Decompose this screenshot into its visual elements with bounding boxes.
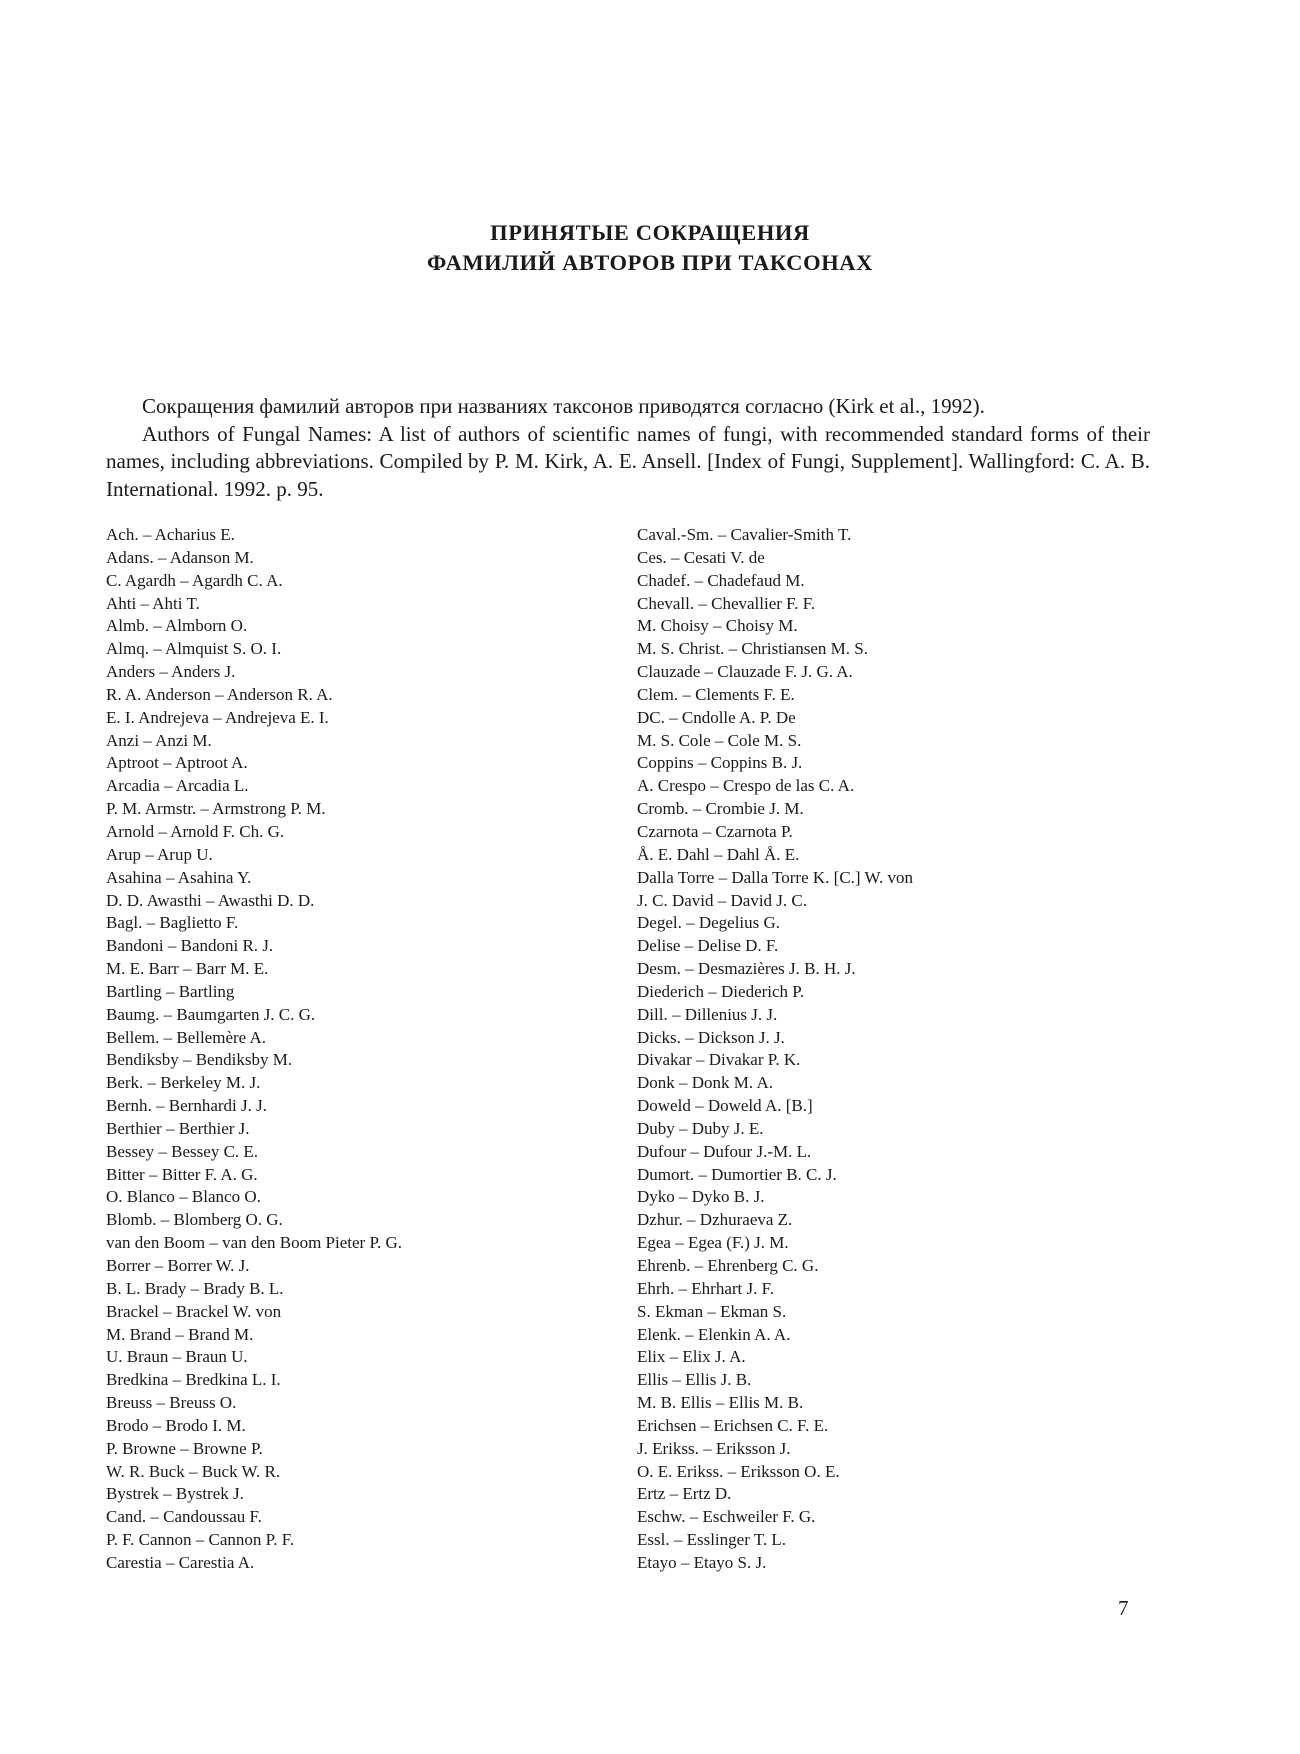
abbreviation-entry: Doweld – Doweld A. [B.] [637, 1096, 813, 1116]
abbreviation-entry: Å. E. Dahl – Dahl Å. E. [637, 844, 800, 864]
abbreviation-entry: Dufour – Dufour J.-M. L. [637, 1141, 812, 1161]
abbreviation-entry: Bellem. – Bellemère A. [106, 1027, 267, 1047]
abbreviation-entry: Donk – Donk M. A. [637, 1073, 774, 1093]
intro-text [106, 393, 1150, 503]
abbreviation-entry: Ehrh. – Ehrhart J. F. [637, 1278, 774, 1298]
abbreviation-entry: Diederich – Diederich P. [637, 981, 805, 1001]
abbreviation-entry: Dalla Torre – Dalla Torre K. [C.] W. von [637, 867, 914, 887]
abbreviation-entry: Arcadia – Arcadia L. [106, 776, 249, 796]
abbreviation-entry: J. C. David – David J. C. [637, 890, 807, 910]
abbreviation-entry: B. L. Brady – Brady B. L. [106, 1278, 284, 1298]
abbreviation-entry: R. A. Anderson – Anderson R. A. [106, 684, 333, 704]
abbreviation-entry: van den Boom – van den Boom Pieter P. G. [106, 1233, 403, 1253]
abbreviation-entry: Cand. – Candoussau F. [106, 1507, 262, 1527]
abbreviation-entry: Ellis – Ellis J. B. [637, 1370, 752, 1390]
abbreviation-entry: Blomb. – Blomberg O. G. [106, 1210, 283, 1230]
abbreviation-entry: Cromb. – Crombie J. M. [637, 799, 804, 819]
abbreviation-entry: Coppins – Coppins B. J. [637, 753, 803, 773]
abbreviation-entry: Borrer – Borrer W. J. [106, 1256, 250, 1275]
abbreviation-entry: Caval.-Sm. – Cavalier-Smith T. [637, 525, 852, 544]
page-number: 7 [1118, 1596, 1129, 1620]
abbreviation-entry: Asahina – Asahina Y. [106, 867, 252, 887]
abbreviation-entry: Czarnota – Czarnota P. [637, 821, 793, 841]
abbreviation-entry: Dill. – Dillenius J. J. [637, 1004, 778, 1024]
abbreviation-entry: Bagl. – Baglietto F. [106, 913, 239, 933]
abbreviation-entry: Breuss – Breuss O. [106, 1393, 237, 1413]
abbreviation-entry: Bernh. – Bernhardi J. J. [106, 1096, 268, 1116]
abbreviation-entry: Almb. – Almborn O. [106, 616, 248, 636]
abbreviation-entry: O. E. Erikss. – Eriksson O. E. [637, 1461, 840, 1481]
abbreviation-entry: Elix – Elix J. A. [637, 1347, 746, 1367]
abbreviation-entry: Divakar – Divakar P. K. [637, 1050, 801, 1070]
abbreviation-entry: P. Browne – Browne P. [106, 1438, 263, 1458]
abbreviation-entry: Ertz – Ertz D. [637, 1484, 732, 1504]
abbreviation-entry: M. S. Christ. – Christiansen M. S. [637, 639, 868, 659]
abbreviation-entry: Degel. – Degelius G. [637, 913, 781, 933]
abbreviation-entry: Eschw. – Eschweiler F. G. [637, 1507, 816, 1527]
abbreviation-entry: Clauzade – Clauzade F. J. G. A. [637, 662, 853, 682]
abbreviation-entry: Chevall. – Chevallier F. F. [637, 593, 816, 613]
abbreviation-entry: Essl. – Esslinger T. L. [637, 1530, 787, 1550]
abbreviation-entry: Duby – Duby J. E. [637, 1118, 764, 1138]
abbreviation-entry: Adans. – Adanson M. [106, 547, 254, 567]
abbreviation-entry: Berk. – Berkeley M. J. [106, 1073, 261, 1093]
abbreviation-entry: Clem. – Clements F. E. [637, 684, 795, 704]
abbreviation-entry: Dzhur. – Dzhuraeva Z. [637, 1210, 793, 1230]
title-line-2: ФАМИЛИЙ АВТОРОВ ПРИ ТАКСОНАХ [426, 250, 873, 275]
abbreviation-entry: Elenk. – Elenkin A. A. [637, 1324, 791, 1344]
abbreviations-left-column [106, 524, 402, 1575]
abbreviation-entry: Arnold – Arnold F. Ch. G. [106, 821, 285, 841]
abbreviation-entry: M. E. Barr – Barr M. E. [106, 959, 269, 979]
abbreviation-entry: O. Blanco – Blanco O. [106, 1187, 261, 1207]
abbreviation-entry: DC. – Cndolle A. P. De [637, 707, 796, 727]
abbreviation-entry: M. Choisy – Choisy M. [637, 616, 798, 636]
abbreviation-entry: Brackel – Brackel W. von [106, 1301, 282, 1321]
abbreviation-entry: Ehrenb. – Ehrenberg C. G. [637, 1256, 819, 1275]
intro-paragraph-2: Authors of Fungal Names: A list of authors of scientific names of fungi, with recommended standard forms of their names, including abbreviations. Compiled by P. M. Kirk, A. E. Ansell. [Index of Fungi, Supplement]. Wallingford: C. A. B. International. 1992. p. 95. [106, 421, 1150, 501]
intro-paragraph-1: Сокращения фамилий авторов при названиях таксонов приводятся согласно (Kirk et al., 1992). [142, 394, 985, 418]
abbreviation-entry: Ahti – Ahti T. [106, 593, 200, 613]
abbreviation-entry: Bartling – Bartling [106, 981, 235, 1001]
abbreviation-entry: J. Erikss. – Eriksson J. [637, 1438, 791, 1458]
abbreviation-entry: Dyko – Dyko B. J. [637, 1187, 765, 1207]
abbreviations-right-column [637, 524, 913, 1575]
abbreviation-entry: Berthier – Berthier J. [106, 1118, 250, 1138]
page-title [0, 218, 1300, 278]
abbreviation-entry: Desm. – Desmazières J. B. H. J. [637, 959, 856, 979]
abbreviation-entry: Anzi – Anzi M. [106, 730, 212, 750]
abbreviation-entry: Baumg. – Baumgarten J. C. G. [106, 1004, 316, 1024]
abbreviation-entry: Almq. – Almquist S. O. I. [106, 639, 282, 659]
abbreviation-entry: D. D. Awasthi – Awasthi D. D. [106, 890, 315, 910]
abbreviation-entry: Ces. – Cesati V. de [637, 547, 765, 567]
abbreviation-entry: M. S. Cole – Cole M. S. [637, 730, 802, 750]
abbreviation-entry: Chadef. – Chadefaud M. [637, 570, 805, 590]
title-line-1: ПРИНЯТЫЕ СОКРАЩЕНИЯ [490, 220, 810, 245]
abbreviation-entry: Bitter – Bitter F. A. G. [106, 1164, 258, 1184]
abbreviation-entry: C. Agardh – Agardh C. A. [106, 570, 283, 590]
abbreviation-entry: P. F. Cannon – Cannon P. F. [106, 1530, 295, 1550]
abbreviation-entry: U. Braun – Braun U. [106, 1347, 248, 1367]
abbreviation-entry: A. Crespo – Crespo de las C. A. [637, 776, 855, 796]
abbreviation-entry: Brodo – Brodo I. M. [106, 1415, 246, 1435]
abbreviation-entry: Delise – Delise D. F. [637, 936, 779, 956]
abbreviation-entry: Dumort. – Dumortier B. C. J. [637, 1164, 837, 1184]
abbreviation-entry: E. I. Andrejeva – Andrejeva E. I. [106, 707, 329, 727]
abbreviation-entry: Bredkina – Bredkina L. I. [106, 1370, 281, 1390]
abbreviation-entry: Arup – Arup U. [106, 844, 213, 864]
abbreviation-entry: Erichsen – Erichsen C. F. E. [637, 1415, 829, 1435]
abbreviation-entry: Bessey – Bessey C. E. [106, 1141, 259, 1161]
abbreviation-entry: Egea – Egea (F.) J. M. [637, 1233, 789, 1253]
abbreviation-entry: Anders – Anders J. [106, 662, 236, 682]
abbreviation-entry: S. Ekman – Ekman S. [637, 1301, 787, 1321]
abbreviation-entry: Aptroot – Aptroot A. [106, 753, 248, 773]
abbreviation-entry: Bandoni – Bandoni R. J. [106, 936, 274, 956]
abbreviation-entry: W. R. Buck – Buck W. R. [106, 1461, 281, 1481]
abbreviation-entry: M. B. Ellis – Ellis M. B. [637, 1393, 804, 1413]
abbreviation-entry: Carestia – Carestia A. [106, 1552, 255, 1572]
abbreviation-entry: Bendiksby – Bendiksby M. [106, 1050, 293, 1070]
abbreviation-entry: Dicks. – Dickson J. J. [637, 1027, 785, 1047]
abbreviation-entry: P. M. Armstr. – Armstrong P. M. [106, 799, 326, 819]
abbreviation-entry: Etayo – Etayo S. J. [637, 1552, 767, 1572]
abbreviation-entry: Bystrek – Bystrek J. [106, 1484, 244, 1504]
abbreviation-entry: M. Brand – Brand M. [106, 1324, 254, 1344]
abbreviation-entry: Ach. – Acharius E. [106, 525, 235, 544]
